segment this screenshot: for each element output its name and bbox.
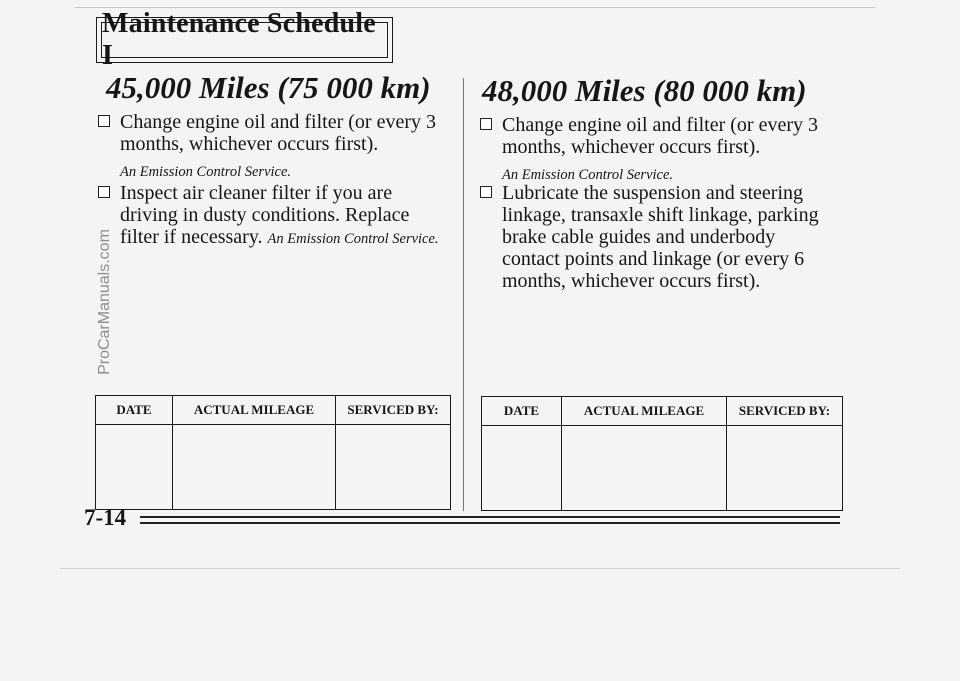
serviced-by-cell[interactable] xyxy=(336,425,451,510)
section-title: Maintenance Schedule I xyxy=(101,22,388,58)
checkbox-icon[interactable] xyxy=(480,186,492,198)
right-item-1-note: An Emission Control Service. xyxy=(502,167,674,183)
watermark xyxy=(93,219,117,384)
actual-mileage-cell[interactable] xyxy=(173,425,336,510)
table-header-row xyxy=(482,397,843,426)
checkbox-icon[interactable] xyxy=(98,115,110,127)
right-mileage-heading: 48,000 Miles (80 000 km) xyxy=(482,73,807,108)
left-service-item-2 xyxy=(98,182,443,250)
serviced-by-header: SERVICED BY: xyxy=(336,396,451,425)
column-divider xyxy=(463,78,464,511)
left-mileage-heading: 45,000 Miles (75 000 km) xyxy=(106,70,431,105)
footer-rule xyxy=(140,516,840,518)
left-service-log-table xyxy=(95,395,451,510)
serviced-by-cell[interactable] xyxy=(727,426,843,511)
actual-mileage-cell[interactable] xyxy=(562,426,727,511)
table-row xyxy=(482,426,843,511)
actual-mileage-header: ACTUAL MILEAGE xyxy=(173,396,336,425)
checkbox-icon[interactable] xyxy=(480,118,492,130)
page-number: 7-14 xyxy=(84,505,127,530)
left-item-2-main: Inspect air cleaner filter if you are driving in dusty conditions. Replace filter if necessary. xyxy=(120,182,410,248)
right-service-item-1 xyxy=(480,114,825,186)
date-cell[interactable] xyxy=(482,426,562,511)
right-item-1-text: Change engine oil and filter (or every 3 months, whichever occurs first). xyxy=(502,114,818,158)
date-header: DATE xyxy=(482,397,562,426)
date-header: DATE xyxy=(96,396,173,425)
section-title-box xyxy=(96,8,393,71)
right-service-item-2 xyxy=(480,182,825,292)
bottom-rule xyxy=(60,568,900,569)
left-service-item-1 xyxy=(98,111,443,183)
right-service-log-table xyxy=(481,396,843,511)
right-item-2-text: Lubricate the suspension and steering linkage, transaxle shift linkage, parking brake cable guides and underbody contact points and linkage (or every 6 months, whichever occurs first). xyxy=(502,182,819,292)
checkbox-icon[interactable] xyxy=(98,186,110,198)
table-row xyxy=(96,425,451,510)
watermark-text: ProCarManuals.com xyxy=(96,228,114,375)
footer-rule xyxy=(140,522,840,524)
date-cell[interactable] xyxy=(96,425,173,510)
left-item-2-text xyxy=(98,182,443,250)
table-header-row xyxy=(96,396,451,425)
left-item-1-note: An Emission Control Service. xyxy=(120,164,292,180)
left-item-2-note: An Emission Control Service. xyxy=(267,231,439,247)
actual-mileage-header: ACTUAL MILEAGE xyxy=(562,397,727,426)
serviced-by-header: SERVICED BY: xyxy=(727,397,843,426)
left-item-1-text: Change engine oil and filter (or every 3 months, whichever occurs first). xyxy=(120,111,436,155)
